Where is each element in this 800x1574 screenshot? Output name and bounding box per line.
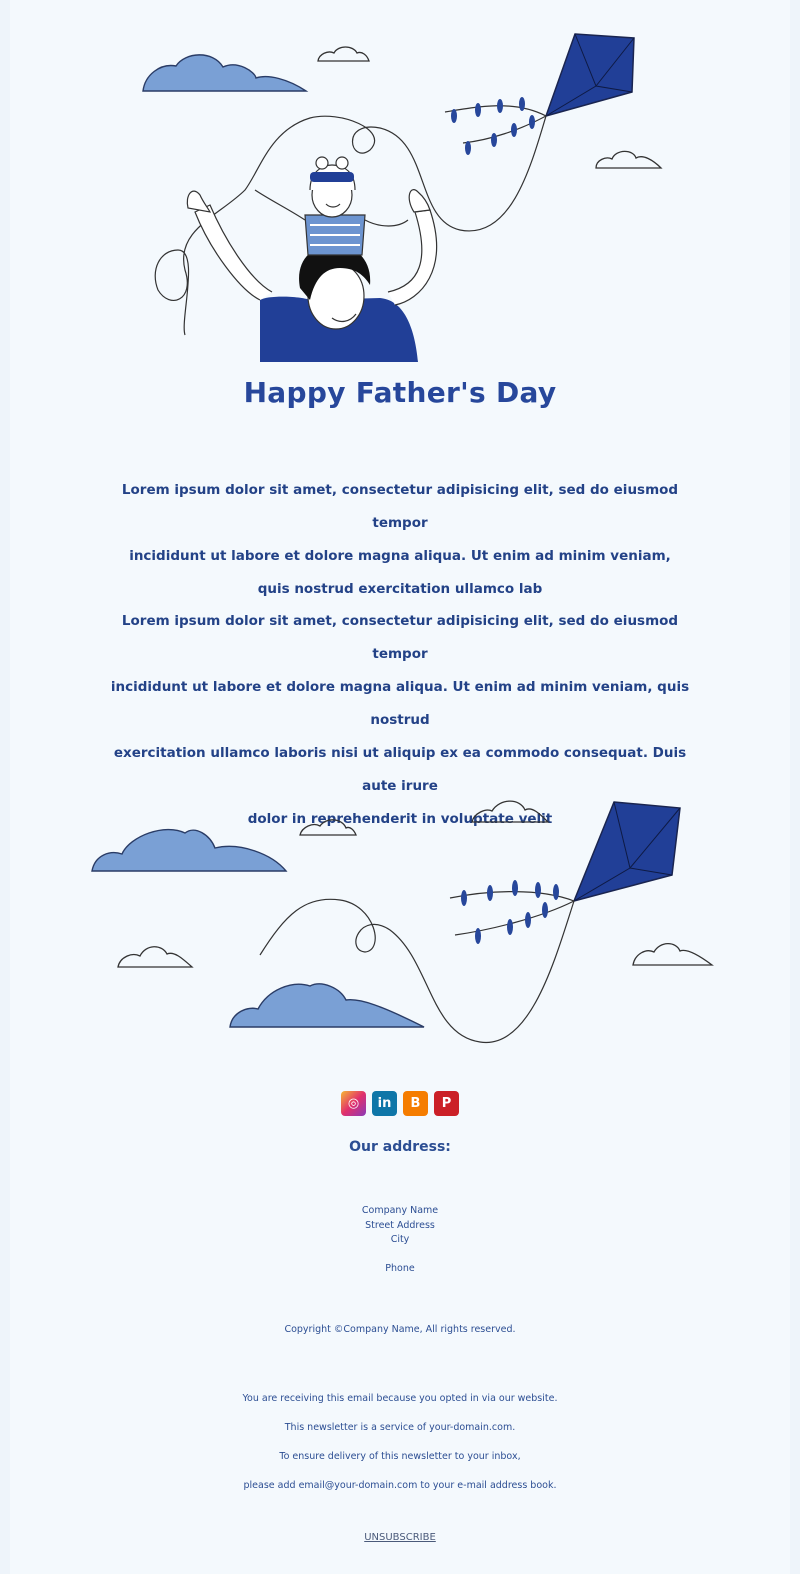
footer-line: You are receiving this email because you opted in via our website.: [242, 1393, 558, 1404]
linkedin-icon[interactable]: in: [372, 1091, 397, 1116]
street-address: Street Address: [365, 1219, 435, 1231]
instagram-icon[interactable]: ◎: [341, 1091, 366, 1116]
footer-notice: [10, 1384, 790, 1500]
body-line: exercitation ullamco laboris nisi ut aliquip ex ea commodo consequat. Duis aute irure: [113, 745, 687, 794]
phone: Phone: [385, 1262, 415, 1274]
intro-line: incididunt ut labore et dolore magna aliqua. Ut enim ad minim veniam,: [129, 548, 671, 564]
father-child-kite-illustration: [10, 0, 790, 380]
email-page: [10, 0, 790, 1574]
blogger-icon[interactable]: B: [403, 1091, 428, 1116]
footer-line: To ensure delivery of this newsletter to your inbox,: [279, 1451, 521, 1462]
pinterest-icon[interactable]: P: [434, 1091, 459, 1116]
intro-line: Lorem ipsum dolor sit amet, consectetur adipisicing elit, sed do eiusmod tempor: [121, 482, 679, 531]
footer-line: This newsletter is a service of your-domain.com.: [284, 1422, 516, 1433]
body-line: dolor in reprehenderit in voluptate velit: [247, 811, 553, 827]
footer-line: please add email@your-domain.com to your e-mail address book.: [243, 1480, 557, 1491]
kite-clouds-illustration: [10, 780, 790, 1060]
copyright: Copyright ©Company Name, All rights reserved.: [284, 1324, 516, 1335]
body-line: Lorem ipsum dolor sit amet, consectetur adipisicing elit, sed do eiusmod tempor: [121, 613, 679, 662]
page-title: Happy Father's Day: [243, 376, 557, 409]
social-links: [10, 1091, 790, 1116]
address-heading: Our address:: [349, 1139, 451, 1155]
intro-paragraph: [110, 474, 690, 606]
intro-line: quis nostrud exercitation ullamco lab: [257, 581, 543, 597]
company-name: Company Name: [361, 1205, 439, 1216]
body-line: incididunt ut labore et dolore magna aliqua. Ut enim ad minim veniam, quis nostrud: [110, 679, 690, 728]
city: City: [390, 1234, 410, 1245]
address-block: [10, 1204, 790, 1276]
unsubscribe-link[interactable]: UNSUBSCRIBE: [364, 1532, 436, 1543]
